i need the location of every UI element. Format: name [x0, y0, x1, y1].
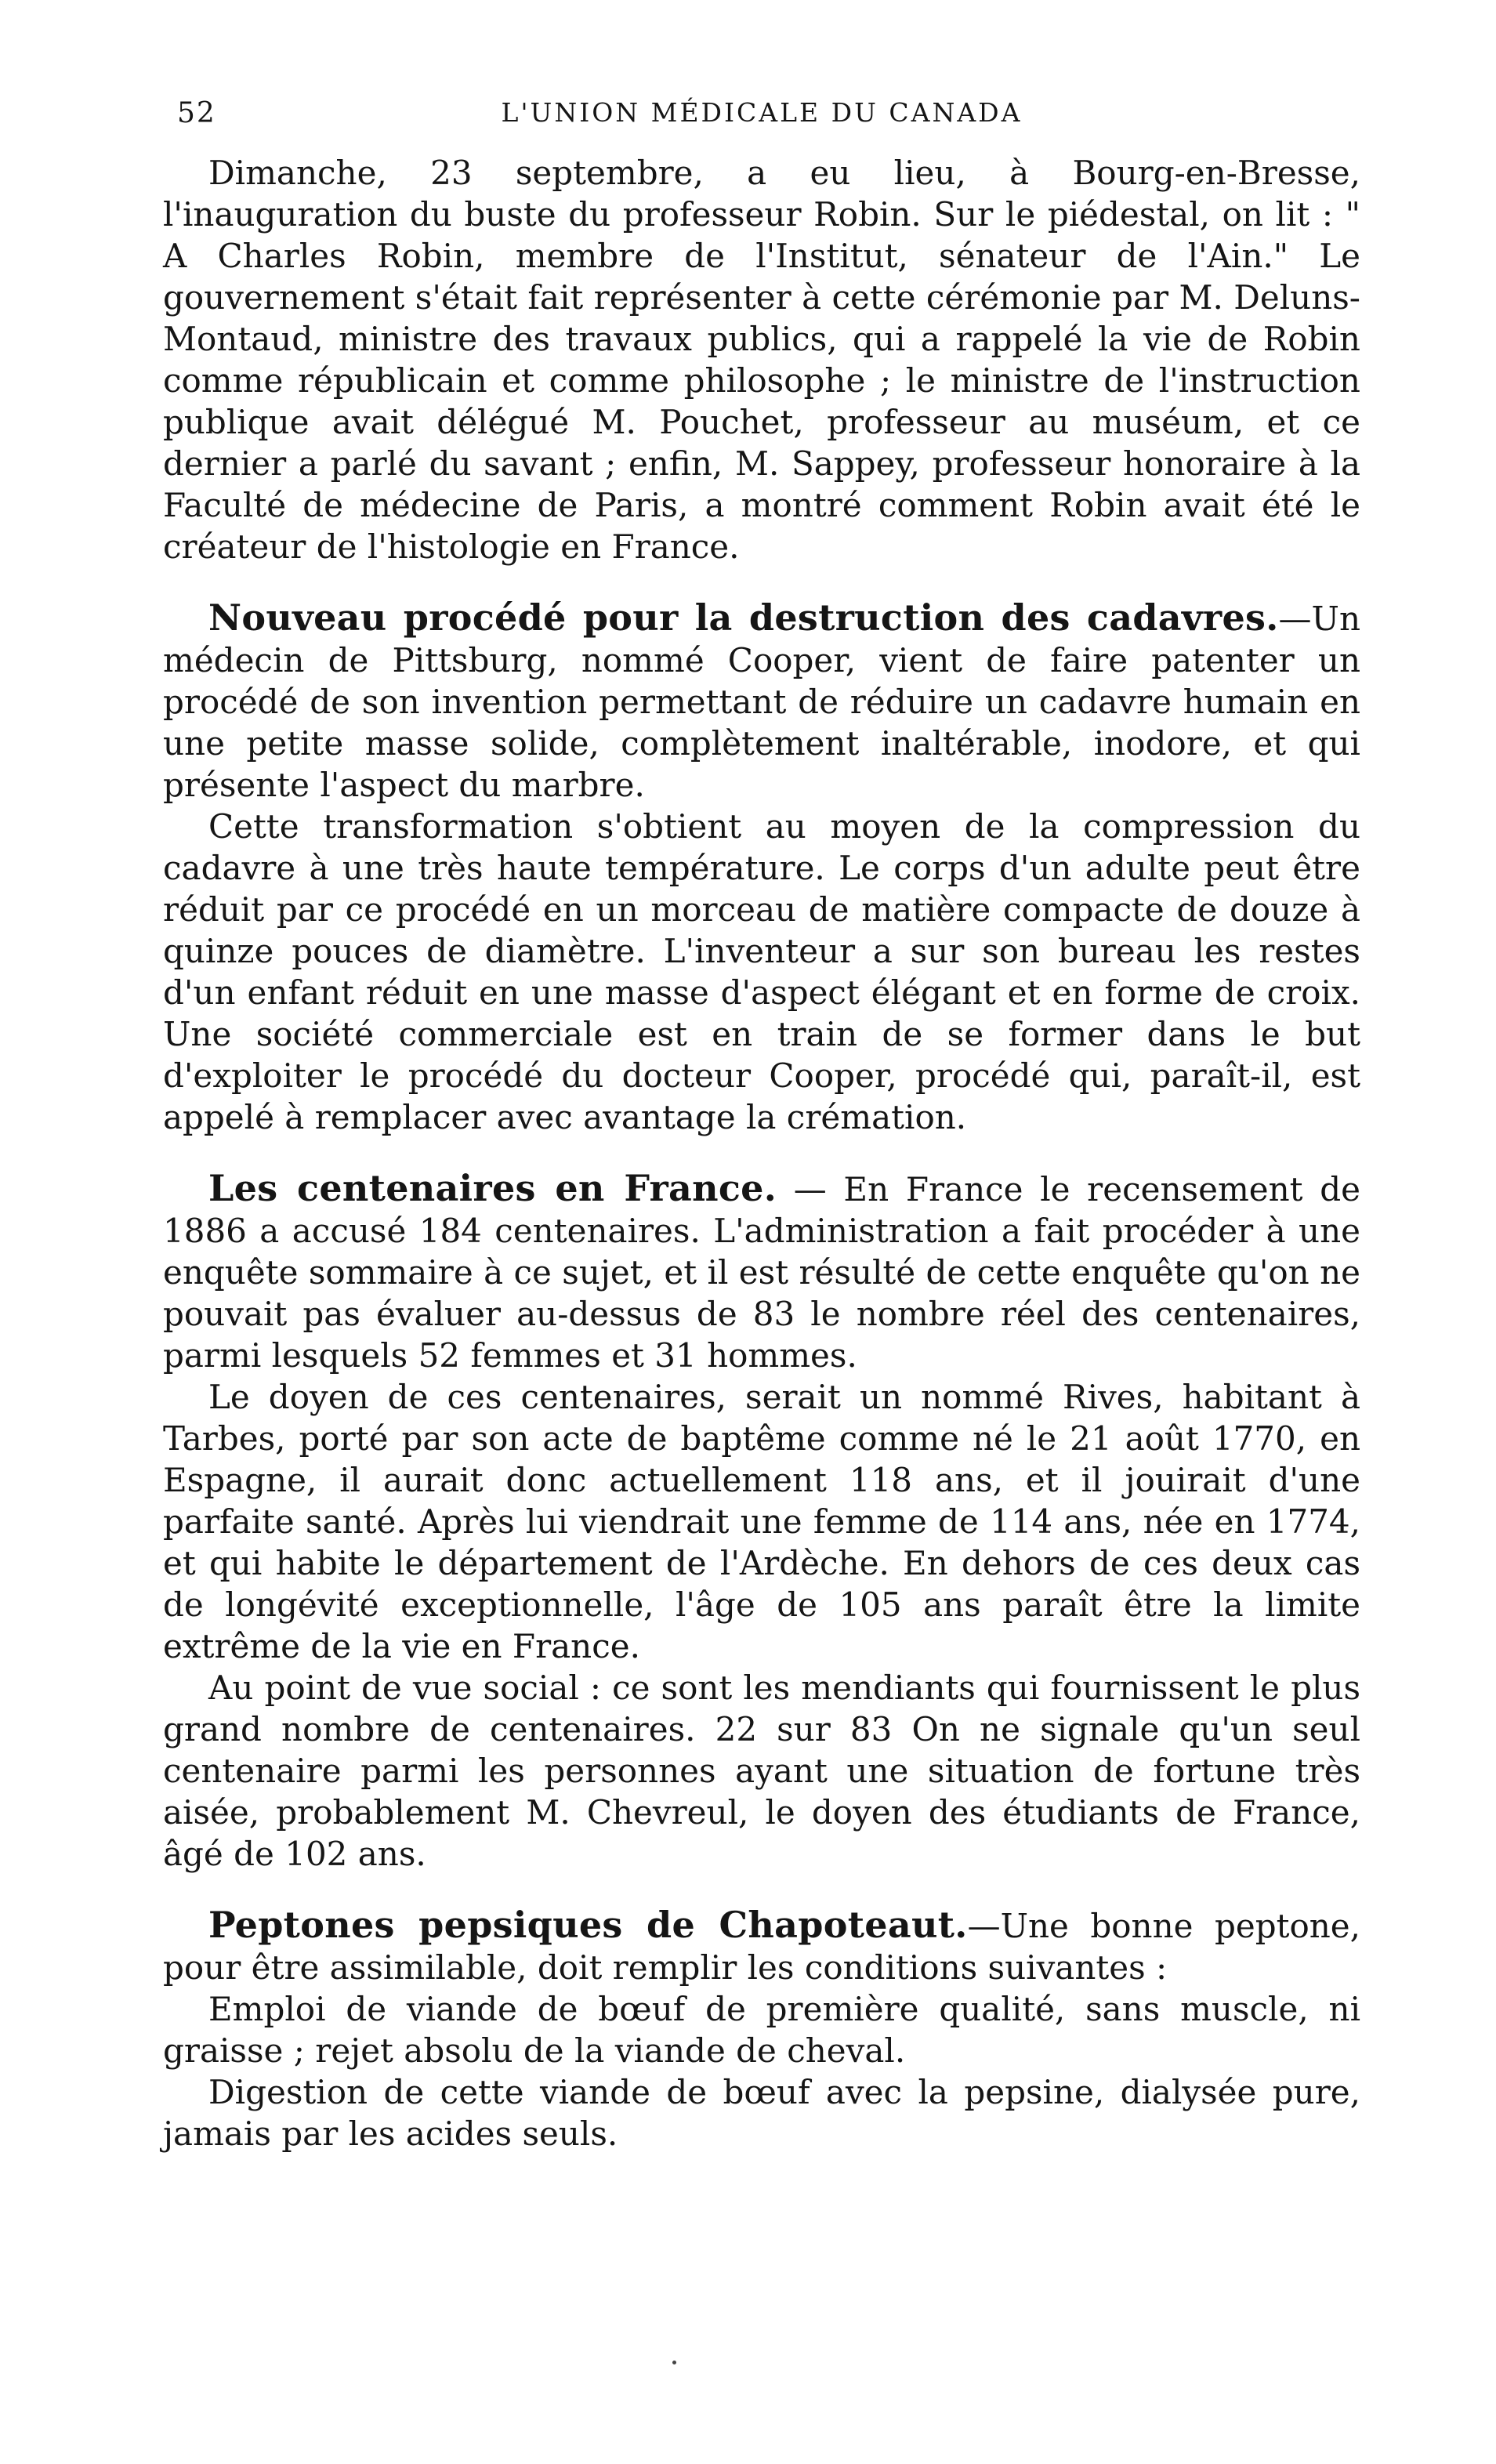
paragraph	[163, 1667, 1360, 1875]
paragraph-text: Au point de vue social : ce sont les mendiants qui fournissent le plus grand nombre de centenaires. 22 sur 83 On ne signale qu'un seul centenaire parmi les personnes ayant une situation de fortune très aisée, probablement M. Chevreul, le doyen des étudiants de France, âgé de 102 ans.	[163, 1669, 1360, 1873]
running-header	[163, 92, 1360, 143]
article-heading: Peptones pepsiques de Chapoteaut.	[208, 1904, 968, 1946]
paragraph-text: —Une bonne peptone, pour être assimilable, doit remplir les conditions suivantes :	[163, 1907, 1360, 1987]
paragraph-text: Digestion de cette viande de bœuf avec la pepsine, dialysée pure, jamais par les acides seuls.	[163, 2073, 1360, 2153]
ink-speck	[672, 2361, 676, 2364]
paragraph-text: Cette transformation s'obtient au moyen de la compression du cadavre à une très haute température. Le corps d'un adulte peut être réduit par ce procédé en un morceau de matière compacte de douze à quinze pouces de diamètre. L'inventeur a sur son bureau les restes d'un enfant réduit en une masse d'aspect élégant et en forme de croix. Une société commerciale est en train de se former dans le but d'exploiter le procédé du docteur Cooper, procédé qui, paraît-il, est appelé à remplacer avec avantage la crémation.	[163, 807, 1360, 1136]
article-peptones	[163, 1904, 1360, 2154]
paragraph	[163, 1988, 1360, 2071]
paragraph	[163, 1904, 1360, 1988]
paragraph	[163, 1168, 1360, 1376]
article-cadaver-destruction	[163, 597, 1360, 1138]
paragraph-text: — En France le recensement de 1886 a accusé 184 centenaires. L'administration a fait procéder à une enquête sommaire à ce sujet, et il est résulté de cette enquête qu'on ne pouvait pas évaluer au-dessus de 83 le nombre réel des centenaires, parmi lesquels 52 femmes et 31 hommes.	[163, 1170, 1360, 1375]
paragraph-text: —Un médecin de Pittsburg, nommé Cooper, vient de faire patenter un procédé de son invention permettant de réduire un cadavre humain en une petite masse solide, complètement inaltérable, inodore, et qui présente l'aspect du marbre.	[163, 600, 1360, 804]
paragraph	[163, 152, 1360, 567]
page-number: 52	[177, 97, 216, 129]
paragraph	[163, 806, 1360, 1138]
article-robin-bust	[163, 152, 1360, 567]
article-centenarians	[163, 1168, 1360, 1875]
article-heading: Les centenaires en France.	[208, 1167, 777, 1209]
paragraph	[163, 597, 1360, 806]
article-heading: Nouveau procédé pour la destruction des cadavres.	[208, 596, 1279, 639]
paragraph-text: Le doyen de ces centenaires, serait un nommé Rives, habitant à Tarbes, porté par son acte de baptême comme né le 21 août 1770, en Espagne, il aurait donc actuellement 118 ans, et il jouirait d'une parfaite santé. Après lui viendrait une femme de 114 ans, née en 1774, et qui habite le département de l'Ardèche. En dehors de ces deux cas de longévité exceptionnelle, l'âge de 105 ans paraît être la limite extrême de la vie en France.	[163, 1378, 1360, 1665]
document-page	[163, 92, 1360, 2154]
paragraph-text: Emploi de viande de bœuf de première qualité, sans muscle, ni graisse ; rejet absolu de la viande de cheval.	[163, 1990, 1360, 2070]
journal-title: L'UNION MÉDICALE DU CANADA	[501, 97, 1023, 128]
paragraph	[163, 1376, 1360, 1667]
paragraph	[163, 2071, 1360, 2154]
paragraph-text: Dimanche, 23 septembre, a eu lieu, à Bourg-en-Bresse, l'inauguration du buste du professeur Robin. Sur le piédestal, on lit : " A Charles Robin, membre de l'Institut, sénateur de l'Ain." Le gouvernement s'était fait représenter à cette cérémonie par M. Deluns-Montaud, ministre des travaux publics, qui a rappelé la vie de Robin comme républicain et comme philosophe ; le ministre de l'instruction publique avait délégué M. Pouchet, professeur au muséum, et ce dernier a parlé du savant ; enfin, M. Sappey, professeur honoraire à la Faculté de médecine de Paris, a montré comment Robin avait été le créateur de l'histologie en France.	[163, 154, 1360, 566]
